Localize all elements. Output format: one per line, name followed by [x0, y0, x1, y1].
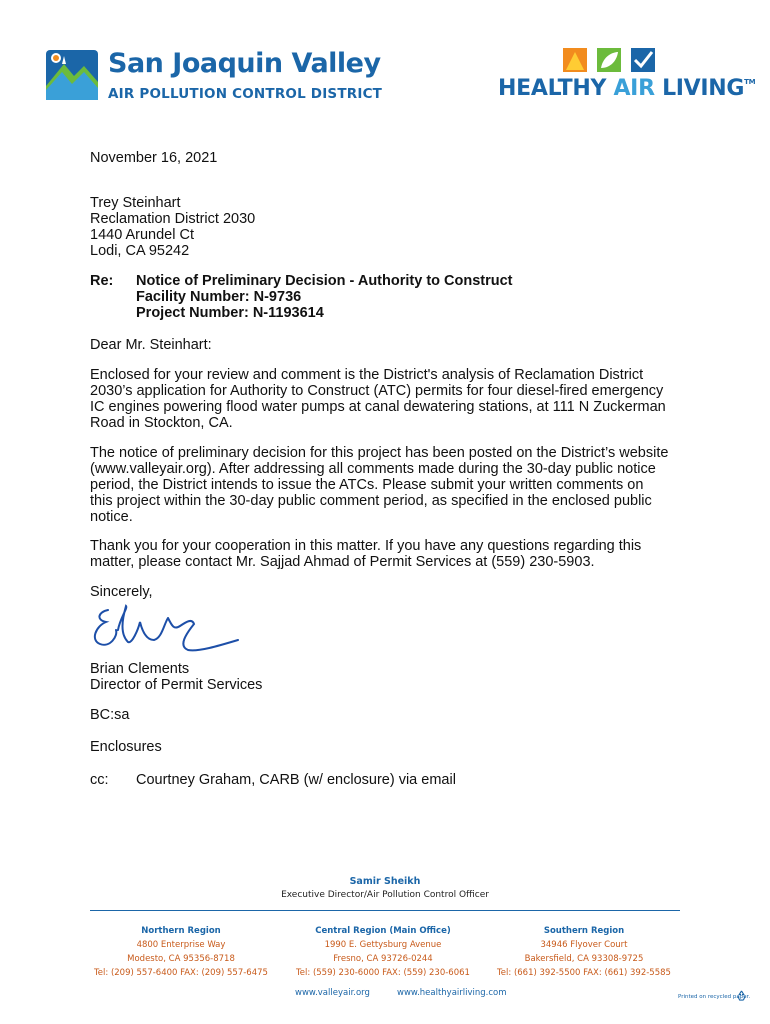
paragraph-line: (www.valleyair.org). After addressing all comments made during the 30-day public notice [90, 461, 656, 477]
district-name: San Joaquin Valley [108, 48, 381, 79]
signer-block [90, 661, 262, 693]
address-line: 1440 Arundel Ct [90, 227, 194, 243]
address-line: Reclamation District 2030 [90, 211, 256, 227]
paragraph-line: IC engines powering flood water pumps at canal dewatering stations, at 111 N Zuckerman [90, 399, 666, 415]
subject-line: Notice of Preliminary Decision - Authority to Construct [136, 273, 513, 289]
region-phone: Tel: (209) 557-6400 FAX: (209) 557-6475 [94, 968, 268, 978]
website-link-valleyair[interactable]: www.valleyair.org [295, 988, 370, 998]
paragraph-line: Enclosed for your review and comment is the District's analysis of Reclamation District [90, 367, 644, 383]
paragraph-line: Road in Stockton, CA. [90, 415, 233, 431]
mountain-sun-icon [44, 46, 100, 102]
hal-wordmark [498, 76, 755, 101]
region-address: 4800 Enterprise Way [136, 940, 226, 950]
healthy-air-living-logo [496, 44, 756, 106]
hal-word-air: AIR [613, 76, 655, 101]
region-northern [81, 924, 281, 980]
enclosures-note: Enclosures [90, 739, 162, 755]
paragraph-line: this project within the 30-day public comment period, as specified in the enclosed public [90, 493, 652, 509]
paragraph-line: notice. [90, 509, 133, 525]
region-name: Central Region (Main Office) [315, 926, 451, 936]
cc-recipient: Courtney Graham, CARB (w/ enclosure) via email [136, 772, 456, 788]
paragraph-line: The notice of preliminary decision for this project has been posted on the District’s website [90, 445, 669, 461]
executive-title: Executive Director/Air Pollution Control Officer [281, 890, 489, 900]
signature [88, 600, 248, 658]
region-address: 34946 Flyover Court [540, 940, 628, 950]
letter-date: November 16, 2021 [90, 150, 218, 166]
body-paragraph-2 [90, 445, 690, 525]
closing: Sincerely, [90, 584, 153, 600]
website-link-healthyairliving[interactable]: www.healthyairliving.com [397, 988, 507, 998]
address-line: Lodi, CA 95242 [90, 243, 190, 259]
region-city: Modesto, CA 95356-8718 [127, 954, 235, 964]
salutation: Dear Mr. Steinhart: [90, 337, 212, 353]
region-central [283, 924, 483, 980]
region-name: Southern Region [543, 926, 625, 936]
executive-name: Samir Sheikh [349, 876, 421, 887]
paragraph-line: period, the District intends to issue the ATCs. Please submit your written comments on [90, 477, 644, 493]
paragraph-line: Thank you for your cooperation in this matter. If you have any questions regarding this [90, 538, 642, 554]
re-label: Re: [90, 273, 114, 289]
hal-word-healthy: HEALTHY [498, 76, 614, 101]
district-subtitle: AIR POLLUTION CONTROL DISTRICT [108, 86, 383, 102]
region-name: Northern Region [141, 926, 221, 936]
footer-divider [90, 910, 680, 911]
region-city: Bakersfield, CA 93308-9725 [524, 954, 644, 964]
typist-initials: BC:sa [90, 707, 130, 723]
facility-number: Facility Number: N-9736 [136, 289, 302, 305]
cc-label: cc: [90, 772, 109, 788]
paragraph-line: 2030’s application for Authority to Construct (ATC) permits for four diesel-fired emergency [90, 383, 664, 399]
region-phone: Tel: (559) 230-6000 FAX: (559) 230-6061 [296, 968, 470, 978]
paragraph-line: matter, please contact Mr. Sajjad Ahmad of Permit Services at (559) 230-5903. [90, 554, 595, 570]
signer-title: Director of Permit Services [90, 677, 263, 693]
region-city: Fresno, CA 93726-0244 [333, 954, 433, 964]
address-line: Trey Steinhart [90, 195, 181, 211]
sun-leaf-check-icon [563, 46, 659, 72]
body-paragraph-3 [90, 538, 690, 570]
body-paragraph-1 [90, 367, 690, 431]
signer-name: Brian Clements [90, 661, 190, 677]
project-number: Project Number: N-1193614 [136, 305, 324, 321]
hal-word-living: LIVING [654, 76, 745, 101]
recycled-paper-note: Printed on recycled paper. [678, 994, 751, 1000]
region-address: 1990 E. Gettysburg Avenue [324, 940, 442, 950]
region-southern [484, 924, 684, 980]
recipient-address [90, 195, 255, 259]
recycle-icon [736, 990, 747, 1001]
hal-trademark: TM [744, 78, 756, 86]
district-logo [44, 44, 383, 114]
region-phone: Tel: (661) 392-5500 FAX: (661) 392-5585 [497, 968, 671, 978]
